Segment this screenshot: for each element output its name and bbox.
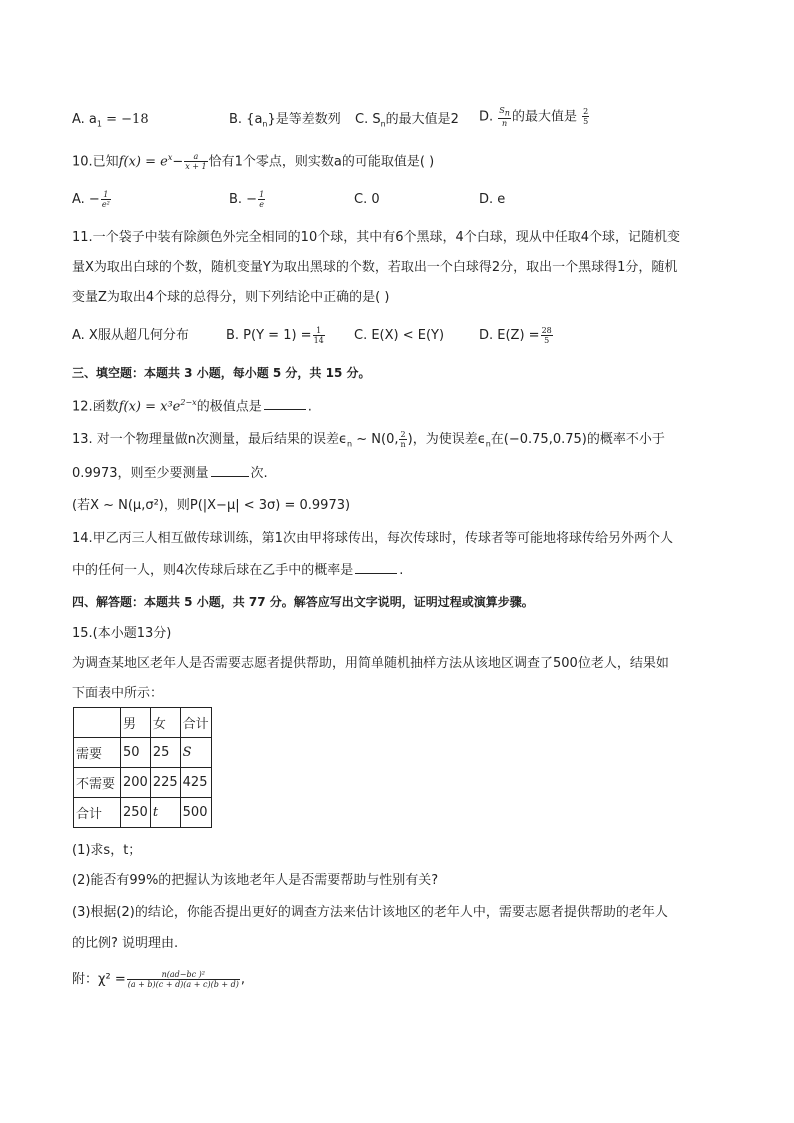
q10-option-b: B. − $\frac{1}{e}$: [229, 190, 265, 209]
table-cell: S: [180, 738, 211, 768]
table-header-row: [74, 708, 212, 738]
q15-stem-line-1: 为调查某地区老年人是否需要志愿者提供帮助，用简单随机抽样方法从该地区调查了500位老人，结果如: [72, 656, 669, 671]
q13-answer-blank: [211, 464, 249, 477]
section-4-heading: 四、解答题：本题共 5 小题，共 77 分。解答应写出文字说明，证明过程或演算步骤。: [72, 595, 534, 609]
q11-option-a: A. X服从超几何分布: [72, 328, 189, 343]
q13-line-2: 0.9973，则至少要测量 次.: [72, 466, 268, 481]
q9-d-fraction: $\frac{S_n}{n}$: [499, 106, 510, 128]
table-cell: t: [150, 798, 180, 828]
q10-stem: 10.已知$f(x) = e^x-$ $\frac{a}{x + 1}$ 恰有1个零点，则实数a的可能取值是( ): [72, 152, 435, 172]
table-cell: 25: [150, 738, 180, 768]
q9-option-b: B. $\{a_n\}$是等差数列: [229, 112, 341, 129]
table-row: [74, 798, 212, 828]
table-cell: 425: [180, 768, 211, 798]
q9-d-value-fraction: $\frac{2}{5}$: [583, 107, 589, 127]
q10-option-a: A. − $\frac{1}{\text{e²}}$: [72, 190, 110, 209]
q10-fraction: $\frac{a}{x + 1}$: [185, 152, 207, 172]
q15-part-2: (2)能否有99%的把握认为该地老年人是否需要帮助与性别有关?: [72, 873, 439, 888]
q11-option-d: D. E(Z) = $\frac{28}{5}$: [479, 326, 552, 345]
q14-line-1: 14.甲乙丙三人相互做传球训练，第1次由甲将球传出，每次传球时，传球者等可能地将球传给另外两个人: [72, 531, 673, 546]
q15-part-1: (1)求s，t；: [72, 843, 142, 858]
survey-table: [73, 707, 212, 828]
q9-option-d: D. $\frac{S_n}{n}$ 的最大值是 $\frac{2}{5}$: [479, 106, 589, 128]
q12: 12.函数$f(x) = x^3e^{2-x}$的极值点是 .: [72, 398, 312, 415]
q13-hint: (若X ~ N(μ,σ²)，则P(|X−μ| < 3σ) = 0.9973): [72, 498, 351, 513]
table-cell: 250: [121, 798, 151, 828]
table-cell: 不需要: [74, 768, 121, 798]
table-cell: [74, 708, 121, 738]
q15-part-3-line-2: 的比例? 说明理由.: [72, 936, 179, 951]
q15-appendix-formula: 附：χ² = $\frac{\text{n(ad−bc )²}}{(a + b)(c + d)(a + c)(b + d)}$ ,: [72, 970, 245, 989]
q12-answer-blank: [264, 397, 306, 410]
q11-stem-line-2: 量X为取出白球的个数，随机变量Y为取出黑球的个数，若取出一个白球得2分，取出一个黑球得1分，随机: [72, 260, 678, 275]
q15-title: 15.(本小题13分): [72, 626, 172, 641]
table-cell: 合计: [74, 798, 121, 828]
q13-line-1: 13. 对一个物理量做n次测量，最后结果的误差$\epsilon_n$ ~ N(0, $\frac{2}{n}$ )，为使误差$\epsilon_n$在(−0.75,0.75)的概率不小于: [72, 430, 665, 449]
table-cell: 200: [121, 768, 151, 798]
table-cell: 女: [150, 708, 180, 738]
q15-stem-line-2: 下面表中所示：: [72, 686, 164, 701]
q10-option-d: D. e: [479, 192, 506, 207]
q11-option-c: C. E(X) < E(Y): [354, 328, 445, 343]
table-cell: 合计: [180, 708, 211, 738]
q10-option-c: C. 0: [354, 192, 380, 207]
table-row: [74, 768, 212, 798]
q11-stem-line-3: 变量Z为取出4个球的总得分，则下列结论中正确的是( ): [72, 290, 390, 305]
q15-part-3-line-1: (3)根据(2)的结论，你能否提出更好的调查方法来估计该地区的老年人中，需要志愿者提供帮助的老年人: [72, 905, 668, 920]
q9-option-a: A. $a_1 = -18$: [72, 112, 149, 129]
table-cell: 225: [150, 768, 180, 798]
table-cell: 需要: [74, 738, 121, 768]
table-cell: 500: [180, 798, 211, 828]
q14-answer-blank: [355, 561, 397, 574]
q9-option-c: C. $S_n$的最大值是2: [355, 112, 459, 129]
q14-line-2: 中的任何一人，则4次传球后球在乙手中的概率是 .: [72, 563, 404, 578]
table-row: [74, 738, 212, 768]
table-cell: 男: [121, 708, 151, 738]
table-cell: 50: [121, 738, 151, 768]
section-3-heading: 三、填空题：本题共 3 小题，每小题 5 分，共 15 分。: [72, 366, 371, 380]
q11-option-b: B. P(Y = 1) = $\frac{1}{14}$: [226, 326, 324, 345]
q11-stem-line-1: 11.一个袋子中装有除颜色外完全相同的10个球，其中有6个黑球，4个白球，现从中任取4个球，记随机变: [72, 230, 681, 245]
